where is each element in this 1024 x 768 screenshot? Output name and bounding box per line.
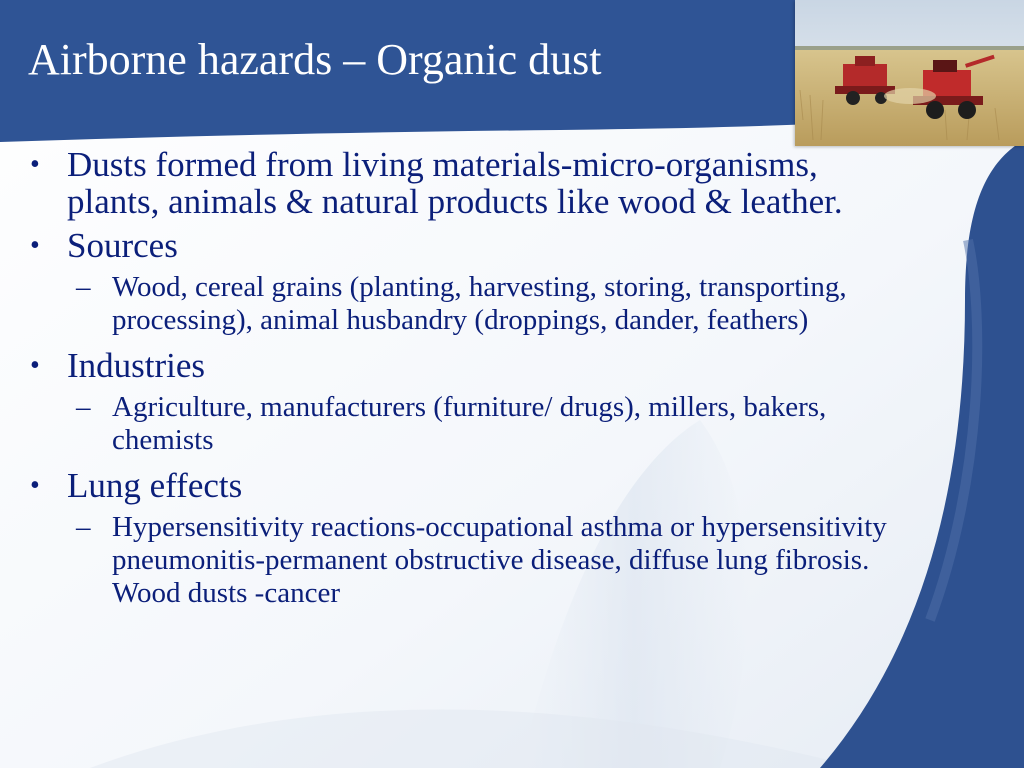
sub-bullet-text: Hypersensitivity reactions-occupational asthma or hypersensitivity pneumonitis-permanent obstructive disease, diffuse lung fibrosis. Wood dusts -cancer: [112, 511, 887, 609]
slide-title: Airborne hazards – Organic dust: [28, 35, 602, 84]
dash-marker: –: [76, 511, 91, 543]
sub-bullet-lung-effects: [28, 511, 908, 610]
sub-bullet-text: Wood, cereal grains (planting, harvesting, storing, transporting, processing), animal husbandry (droppings, dander, feathers): [112, 271, 847, 336]
bullet-marker: •: [30, 350, 40, 381]
bullet-text: Sources: [67, 226, 178, 265]
sub-bullet-industries: [28, 391, 908, 457]
bullet-dusts-definition: [28, 146, 908, 220]
bullet-marker: •: [30, 230, 40, 261]
bullet-text: Industries: [67, 346, 206, 385]
bullet-sources: [28, 227, 908, 264]
slide-content: [28, 146, 908, 620]
bullet-marker: •: [30, 149, 40, 180]
bullet-text: Lung effects: [67, 466, 243, 505]
bullet-text: Dusts formed from living materials-micro-organisms, plants, animals & natural products like wood & leather.: [67, 145, 843, 221]
combine-harvester-photo: [795, 0, 1024, 146]
sub-bullet-sources: [28, 271, 908, 337]
dash-marker: –: [76, 271, 91, 303]
bullet-marker: •: [30, 470, 40, 501]
dash-marker: –: [76, 391, 91, 423]
bullet-lung-effects: [28, 467, 908, 504]
bullet-industries: [28, 347, 908, 384]
sub-bullet-text: Agriculture, manufacturers (furniture/ drugs), millers, bakers, chemists: [112, 391, 827, 456]
